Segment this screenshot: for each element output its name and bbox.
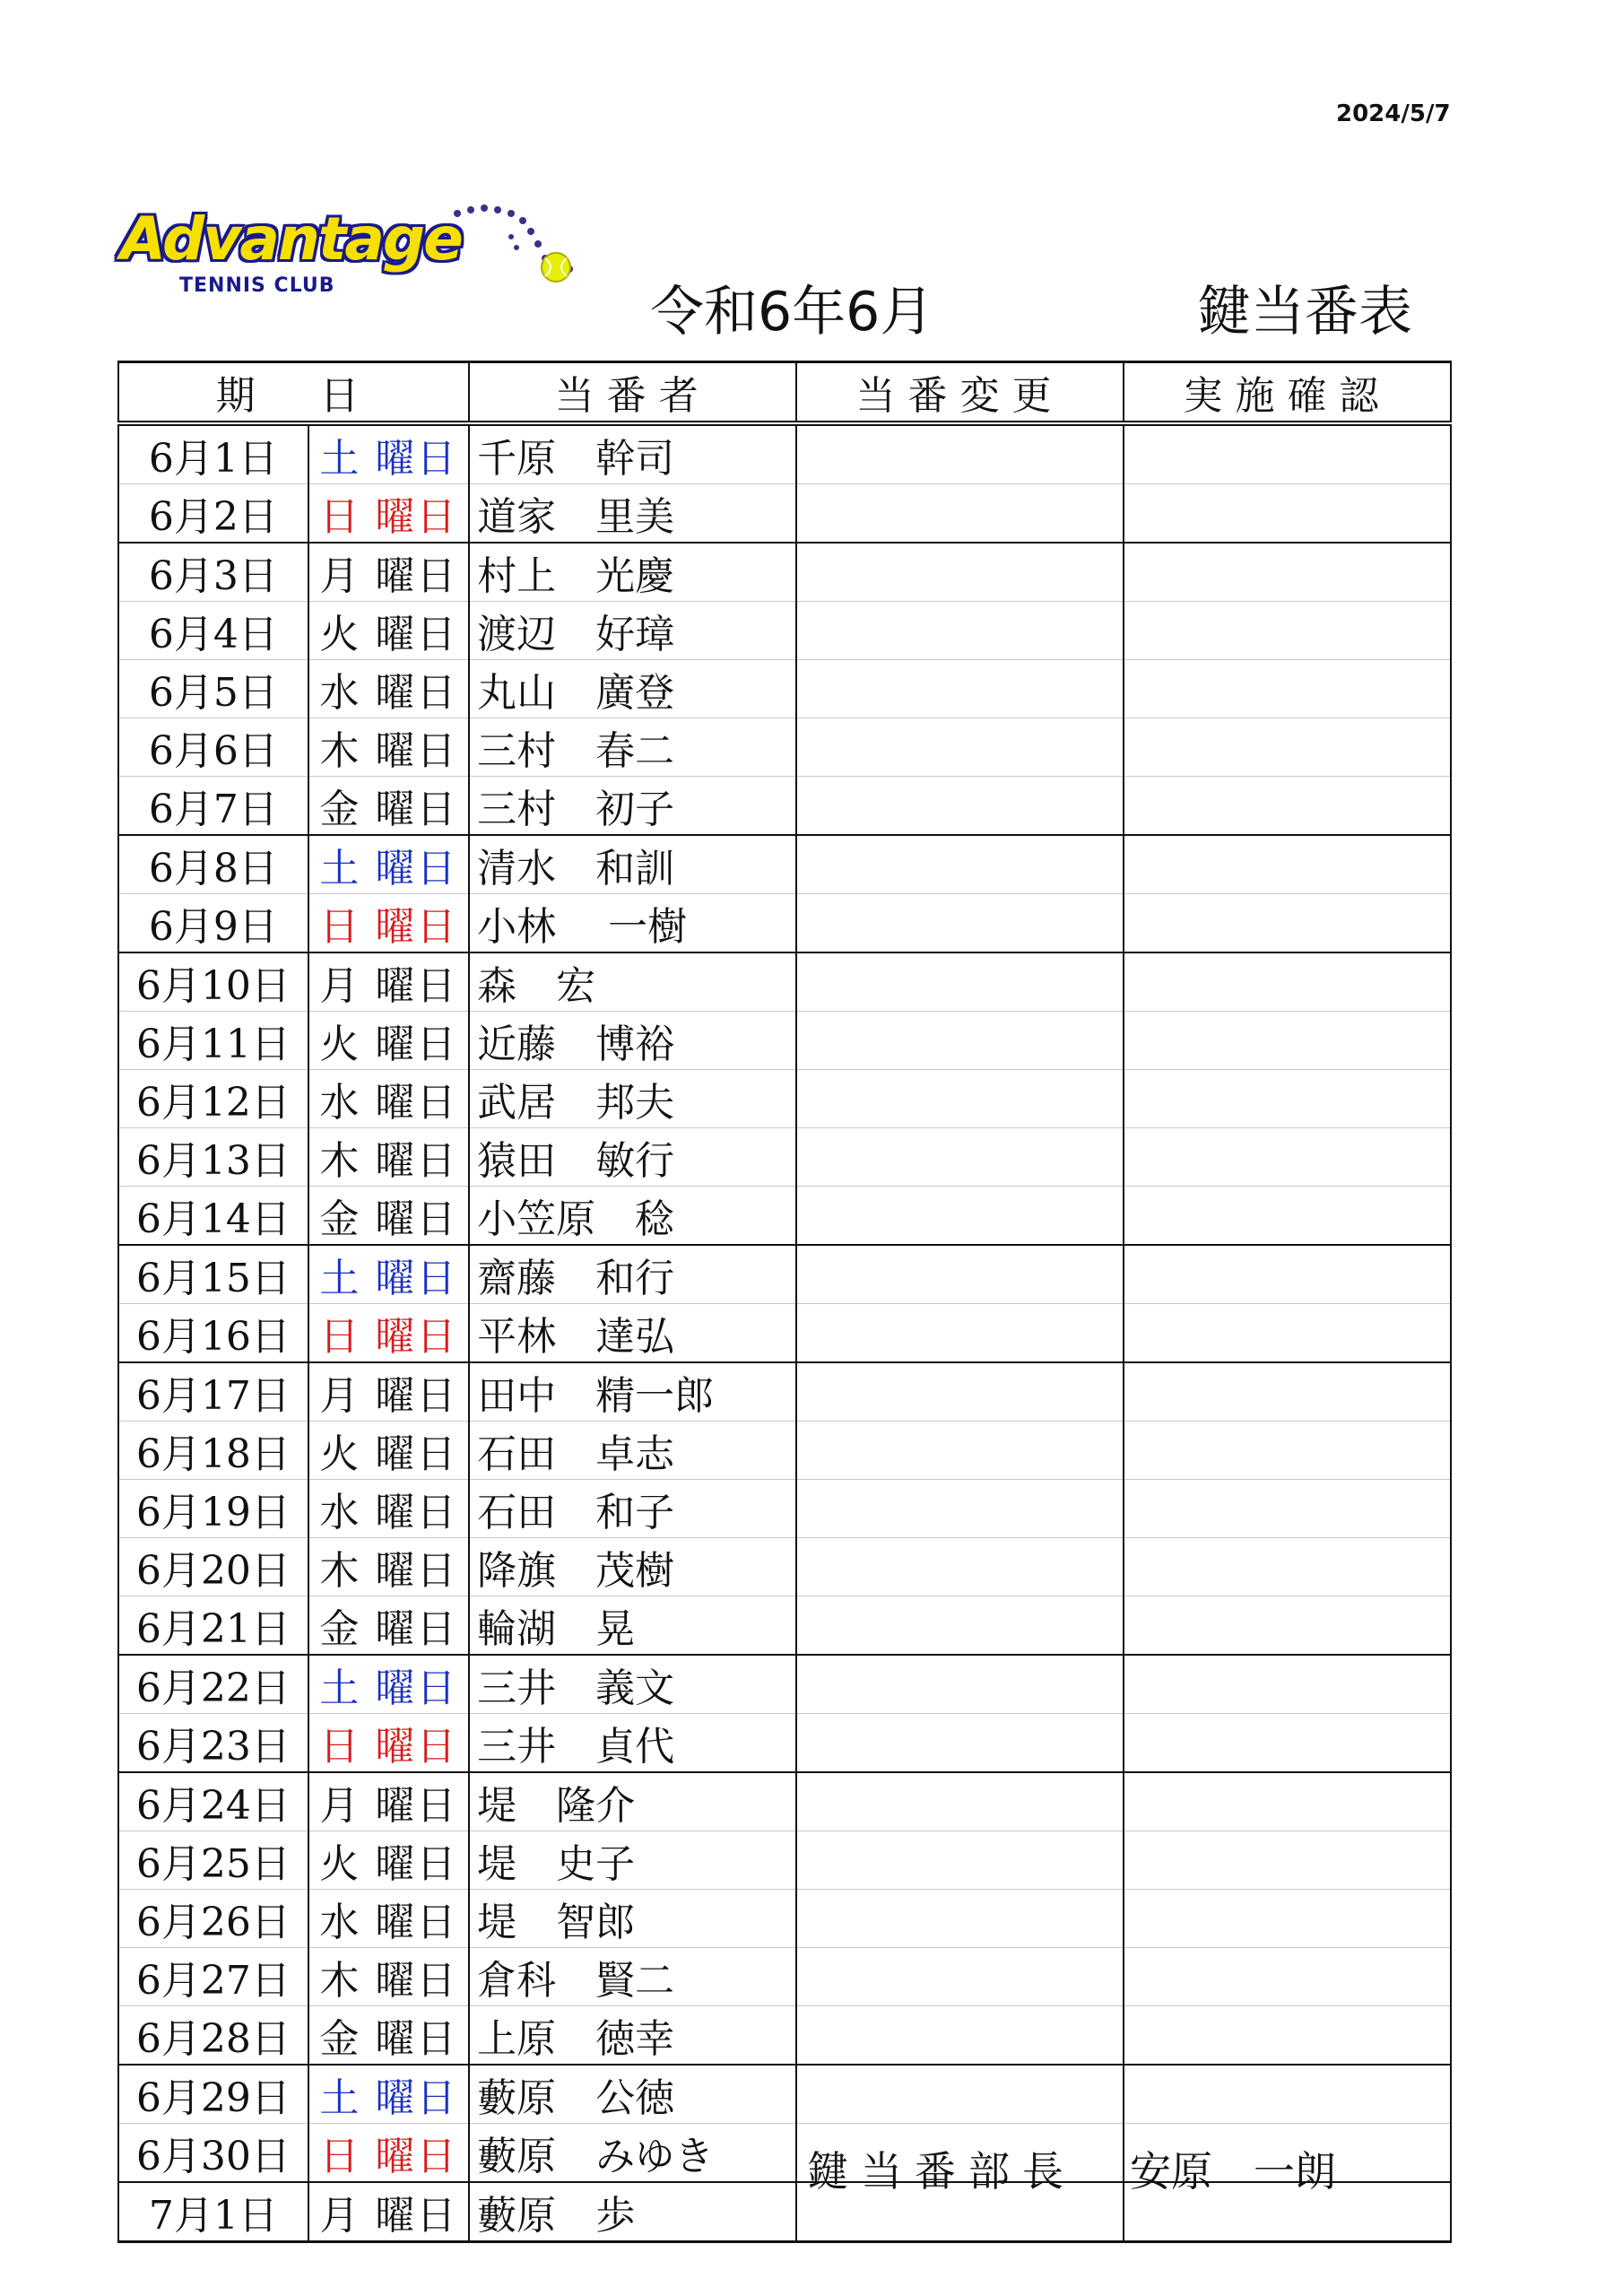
person-cell: 三井 義文 bbox=[469, 1655, 796, 1714]
change-cell bbox=[796, 1070, 1124, 1128]
change-cell bbox=[796, 1362, 1124, 1422]
confirm-cell bbox=[1124, 1831, 1451, 1890]
footer-signature bbox=[807, 2139, 1336, 2198]
logo-brand-text: Advantage bbox=[120, 204, 462, 274]
table-row bbox=[118, 602, 1451, 660]
person-cell: 石田 卓志 bbox=[469, 1422, 796, 1480]
confirm-cell bbox=[1124, 1538, 1451, 1596]
change-cell bbox=[796, 1890, 1124, 1948]
person-cell: 道家 里美 bbox=[469, 484, 796, 544]
change-cell bbox=[796, 1655, 1124, 1714]
person-cell: 三村 初子 bbox=[469, 777, 796, 836]
weekday-cell: 日 曜日 bbox=[308, 894, 469, 953]
weekday-cell: 土 曜日 bbox=[308, 1655, 469, 1714]
confirm-cell bbox=[1124, 1128, 1451, 1187]
confirm-cell bbox=[1124, 1304, 1451, 1363]
date-cell: 6月9日 bbox=[118, 894, 308, 953]
person-cell: 千原 幹司 bbox=[469, 423, 796, 484]
date-cell: 6月8日 bbox=[118, 835, 308, 894]
table-row bbox=[118, 718, 1451, 777]
table-row bbox=[118, 660, 1451, 718]
date-cell: 6月25日 bbox=[118, 1831, 308, 1890]
tennis-ball-icon bbox=[538, 249, 574, 285]
person-cell: 降旗 茂樹 bbox=[469, 1538, 796, 1596]
change-cell bbox=[796, 484, 1124, 544]
table-row bbox=[118, 1596, 1451, 1656]
change-cell bbox=[796, 1831, 1124, 1890]
confirm-cell bbox=[1124, 423, 1451, 484]
weekday-cell: 金 曜日 bbox=[308, 2006, 469, 2066]
confirm-cell bbox=[1124, 2065, 1451, 2124]
confirm-cell bbox=[1124, 1187, 1451, 1246]
confirm-cell bbox=[1124, 1714, 1451, 1773]
date-cell: 6月17日 bbox=[118, 1362, 308, 1422]
table-row bbox=[118, 835, 1451, 894]
person-cell: 倉科 賢二 bbox=[469, 1948, 796, 2006]
change-cell bbox=[796, 1422, 1124, 1480]
table-row bbox=[118, 1890, 1451, 1948]
date-cell: 6月22日 bbox=[118, 1655, 308, 1714]
person-cell: 三井 貞代 bbox=[469, 1714, 796, 1773]
confirm-cell bbox=[1124, 1070, 1451, 1128]
person-cell: 武居 邦夫 bbox=[469, 1070, 796, 1128]
person-cell: 小笠原 稔 bbox=[469, 1187, 796, 1246]
header-confirm: 実施確認 bbox=[1124, 362, 1451, 424]
confirm-cell bbox=[1124, 718, 1451, 777]
weekday-cell: 月 曜日 bbox=[308, 1772, 469, 1831]
change-cell bbox=[796, 1772, 1124, 1831]
confirm-cell bbox=[1124, 1480, 1451, 1538]
person-cell: 堤 史子 bbox=[469, 1831, 796, 1890]
date-cell: 6月18日 bbox=[118, 1422, 308, 1480]
table-row bbox=[118, 423, 1451, 484]
change-cell bbox=[796, 660, 1124, 718]
date-cell: 6月28日 bbox=[118, 2006, 308, 2066]
change-cell bbox=[796, 543, 1124, 602]
date-cell: 6月10日 bbox=[118, 952, 308, 1012]
table-row bbox=[118, 952, 1451, 1012]
change-cell bbox=[796, 1245, 1124, 1304]
person-cell: 森 宏 bbox=[469, 952, 796, 1012]
date-cell: 6月27日 bbox=[118, 1948, 308, 2006]
confirm-cell bbox=[1124, 1596, 1451, 1656]
header-date: 期 日 bbox=[118, 362, 469, 424]
person-cell: 藪原 みゆき bbox=[469, 2124, 796, 2183]
table-row bbox=[118, 2065, 1451, 2124]
weekday-cell: 土 曜日 bbox=[308, 835, 469, 894]
table-header-row bbox=[118, 362, 1451, 424]
table-row bbox=[118, 1772, 1451, 1831]
date-cell: 6月13日 bbox=[118, 1128, 308, 1187]
change-cell bbox=[796, 1596, 1124, 1656]
change-cell bbox=[796, 2006, 1124, 2066]
confirm-cell bbox=[1124, 543, 1451, 602]
logo-sub-text: TENNIS CLUB bbox=[179, 274, 335, 297]
weekday-cell: 土 曜日 bbox=[308, 1245, 469, 1304]
person-cell: 藪原 歩 bbox=[469, 2182, 796, 2242]
change-cell bbox=[796, 952, 1124, 1012]
date-cell: 6月23日 bbox=[118, 1714, 308, 1773]
person-cell: 近藤 博裕 bbox=[469, 1012, 796, 1070]
confirm-cell bbox=[1124, 835, 1451, 894]
date-cell: 6月29日 bbox=[118, 2065, 308, 2124]
person-cell: 田中 精一郎 bbox=[469, 1362, 796, 1422]
confirm-cell bbox=[1124, 1422, 1451, 1480]
footer-role: 鍵当番部長 bbox=[807, 2147, 1076, 2196]
roster-body bbox=[118, 423, 1451, 2242]
confirm-cell bbox=[1124, 894, 1451, 953]
person-cell: 輪湖 晃 bbox=[469, 1596, 796, 1656]
date-cell: 6月16日 bbox=[118, 1304, 308, 1363]
change-cell bbox=[796, 423, 1124, 484]
table-row bbox=[118, 543, 1451, 602]
change-cell bbox=[796, 718, 1124, 777]
date-cell: 6月19日 bbox=[118, 1480, 308, 1538]
duty-roster-table bbox=[117, 361, 1452, 2243]
change-cell bbox=[796, 1480, 1124, 1538]
weekday-cell: 土 曜日 bbox=[308, 423, 469, 484]
change-cell bbox=[796, 1948, 1124, 2006]
person-cell: 村上 光慶 bbox=[469, 543, 796, 602]
date-cell: 6月21日 bbox=[118, 1596, 308, 1656]
date-cell: 6月5日 bbox=[118, 660, 308, 718]
person-cell: 猿田 敏行 bbox=[469, 1128, 796, 1187]
table-row bbox=[118, 484, 1451, 544]
confirm-cell bbox=[1124, 777, 1451, 836]
table-row bbox=[118, 1362, 1451, 1422]
person-cell: 齋藤 和行 bbox=[469, 1245, 796, 1304]
header-change: 当番変更 bbox=[796, 362, 1124, 424]
change-cell bbox=[796, 1714, 1124, 1773]
weekday-cell: 金 曜日 bbox=[308, 1187, 469, 1246]
confirm-cell bbox=[1124, 1948, 1451, 2006]
date-cell: 7月1日 bbox=[118, 2182, 308, 2242]
date-cell: 6月4日 bbox=[118, 602, 308, 660]
change-cell bbox=[796, 1304, 1124, 1363]
date-cell: 6月11日 bbox=[118, 1012, 308, 1070]
person-cell: 小林 一樹 bbox=[469, 894, 796, 953]
change-cell bbox=[796, 777, 1124, 836]
confirm-cell bbox=[1124, 660, 1451, 718]
table-row bbox=[118, 1831, 1451, 1890]
page-title: 鍵当番表 bbox=[1197, 281, 1412, 344]
confirm-cell bbox=[1124, 2006, 1451, 2066]
weekday-cell: 土 曜日 bbox=[308, 2065, 469, 2124]
confirm-cell bbox=[1124, 484, 1451, 544]
person-cell: 平林 達弘 bbox=[469, 1304, 796, 1363]
table-row bbox=[118, 2006, 1451, 2066]
header-person: 当番者 bbox=[469, 362, 796, 424]
change-cell bbox=[796, 2065, 1124, 2124]
confirm-cell bbox=[1124, 1012, 1451, 1070]
date-cell: 6月6日 bbox=[118, 718, 308, 777]
weekday-cell: 火 曜日 bbox=[308, 1422, 469, 1480]
table-row bbox=[118, 1304, 1451, 1363]
weekday-cell: 木 曜日 bbox=[308, 718, 469, 777]
table-row bbox=[118, 1012, 1451, 1070]
weekday-cell: 水 曜日 bbox=[308, 1480, 469, 1538]
change-cell bbox=[796, 1128, 1124, 1187]
date-cell: 6月26日 bbox=[118, 1890, 308, 1948]
weekday-cell: 日 曜日 bbox=[308, 484, 469, 544]
person-cell: 丸山 廣登 bbox=[469, 660, 796, 718]
confirm-cell bbox=[1124, 1890, 1451, 1948]
weekday-cell: 日 曜日 bbox=[308, 2124, 469, 2183]
title-month: 令和6年6月 bbox=[650, 281, 934, 344]
confirm-cell bbox=[1124, 1772, 1451, 1831]
footer-person: 安原 一朗 bbox=[1130, 2147, 1336, 2196]
person-cell: 堤 智郎 bbox=[469, 1890, 796, 1948]
person-cell: 清水 和訓 bbox=[469, 835, 796, 894]
table-row bbox=[118, 1128, 1451, 1187]
person-cell: 三村 春二 bbox=[469, 718, 796, 777]
weekday-cell: 木 曜日 bbox=[308, 1948, 469, 2006]
date-cell: 6月12日 bbox=[118, 1070, 308, 1128]
date-cell: 6月3日 bbox=[118, 543, 308, 602]
confirm-cell bbox=[1124, 1362, 1451, 1422]
table-row bbox=[118, 1070, 1451, 1128]
person-cell: 藪原 公徳 bbox=[469, 2065, 796, 2124]
person-cell: 上原 徳幸 bbox=[469, 2006, 796, 2066]
weekday-cell: 金 曜日 bbox=[308, 1596, 469, 1656]
confirm-cell bbox=[1124, 602, 1451, 660]
weekday-cell: 火 曜日 bbox=[308, 1012, 469, 1070]
weekday-cell: 火 曜日 bbox=[308, 1831, 469, 1890]
table-row bbox=[118, 1187, 1451, 1246]
change-cell bbox=[796, 602, 1124, 660]
table-row bbox=[118, 1245, 1451, 1304]
club-logo bbox=[117, 197, 574, 305]
date-cell: 6月2日 bbox=[118, 484, 308, 544]
date-cell: 6月20日 bbox=[118, 1538, 308, 1596]
weekday-cell: 木 曜日 bbox=[308, 1128, 469, 1187]
weekday-cell: 火 曜日 bbox=[308, 602, 469, 660]
table-row bbox=[118, 1422, 1451, 1480]
change-cell bbox=[796, 835, 1124, 894]
weekday-cell: 金 曜日 bbox=[308, 777, 469, 836]
weekday-cell: 木 曜日 bbox=[308, 1538, 469, 1596]
date-cell: 6月1日 bbox=[118, 423, 308, 484]
weekday-cell: 水 曜日 bbox=[308, 660, 469, 718]
weekday-cell: 水 曜日 bbox=[308, 1070, 469, 1128]
weekday-cell: 日 曜日 bbox=[308, 1714, 469, 1773]
confirm-cell bbox=[1124, 1245, 1451, 1304]
table-row bbox=[118, 1948, 1451, 2006]
date-cell: 6月30日 bbox=[118, 2124, 308, 2183]
weekday-cell: 月 曜日 bbox=[308, 2182, 469, 2242]
table-row bbox=[118, 1655, 1451, 1714]
weekday-cell: 月 曜日 bbox=[308, 952, 469, 1012]
table-row bbox=[118, 1714, 1451, 1773]
table-row bbox=[118, 777, 1451, 836]
weekday-cell: 月 曜日 bbox=[308, 1362, 469, 1422]
date-cell: 6月15日 bbox=[118, 1245, 308, 1304]
date-cell: 6月24日 bbox=[118, 1772, 308, 1831]
date-cell: 6月14日 bbox=[118, 1187, 308, 1246]
change-cell bbox=[796, 894, 1124, 953]
change-cell bbox=[796, 1187, 1124, 1246]
table-row bbox=[118, 894, 1451, 953]
weekday-cell: 月 曜日 bbox=[308, 543, 469, 602]
confirm-cell bbox=[1124, 1655, 1451, 1714]
print-date: 2024/5/7 bbox=[1336, 100, 1451, 127]
weekday-cell: 日 曜日 bbox=[308, 1304, 469, 1363]
person-cell: 堤 隆介 bbox=[469, 1772, 796, 1831]
person-cell: 石田 和子 bbox=[469, 1480, 796, 1538]
confirm-cell bbox=[1124, 952, 1451, 1012]
table-row bbox=[118, 1480, 1451, 1538]
change-cell bbox=[796, 1538, 1124, 1596]
change-cell bbox=[796, 1012, 1124, 1070]
table-row bbox=[118, 1538, 1451, 1596]
date-cell: 6月7日 bbox=[118, 777, 308, 836]
weekday-cell: 水 曜日 bbox=[308, 1890, 469, 1948]
person-cell: 渡辺 好璋 bbox=[469, 602, 796, 660]
